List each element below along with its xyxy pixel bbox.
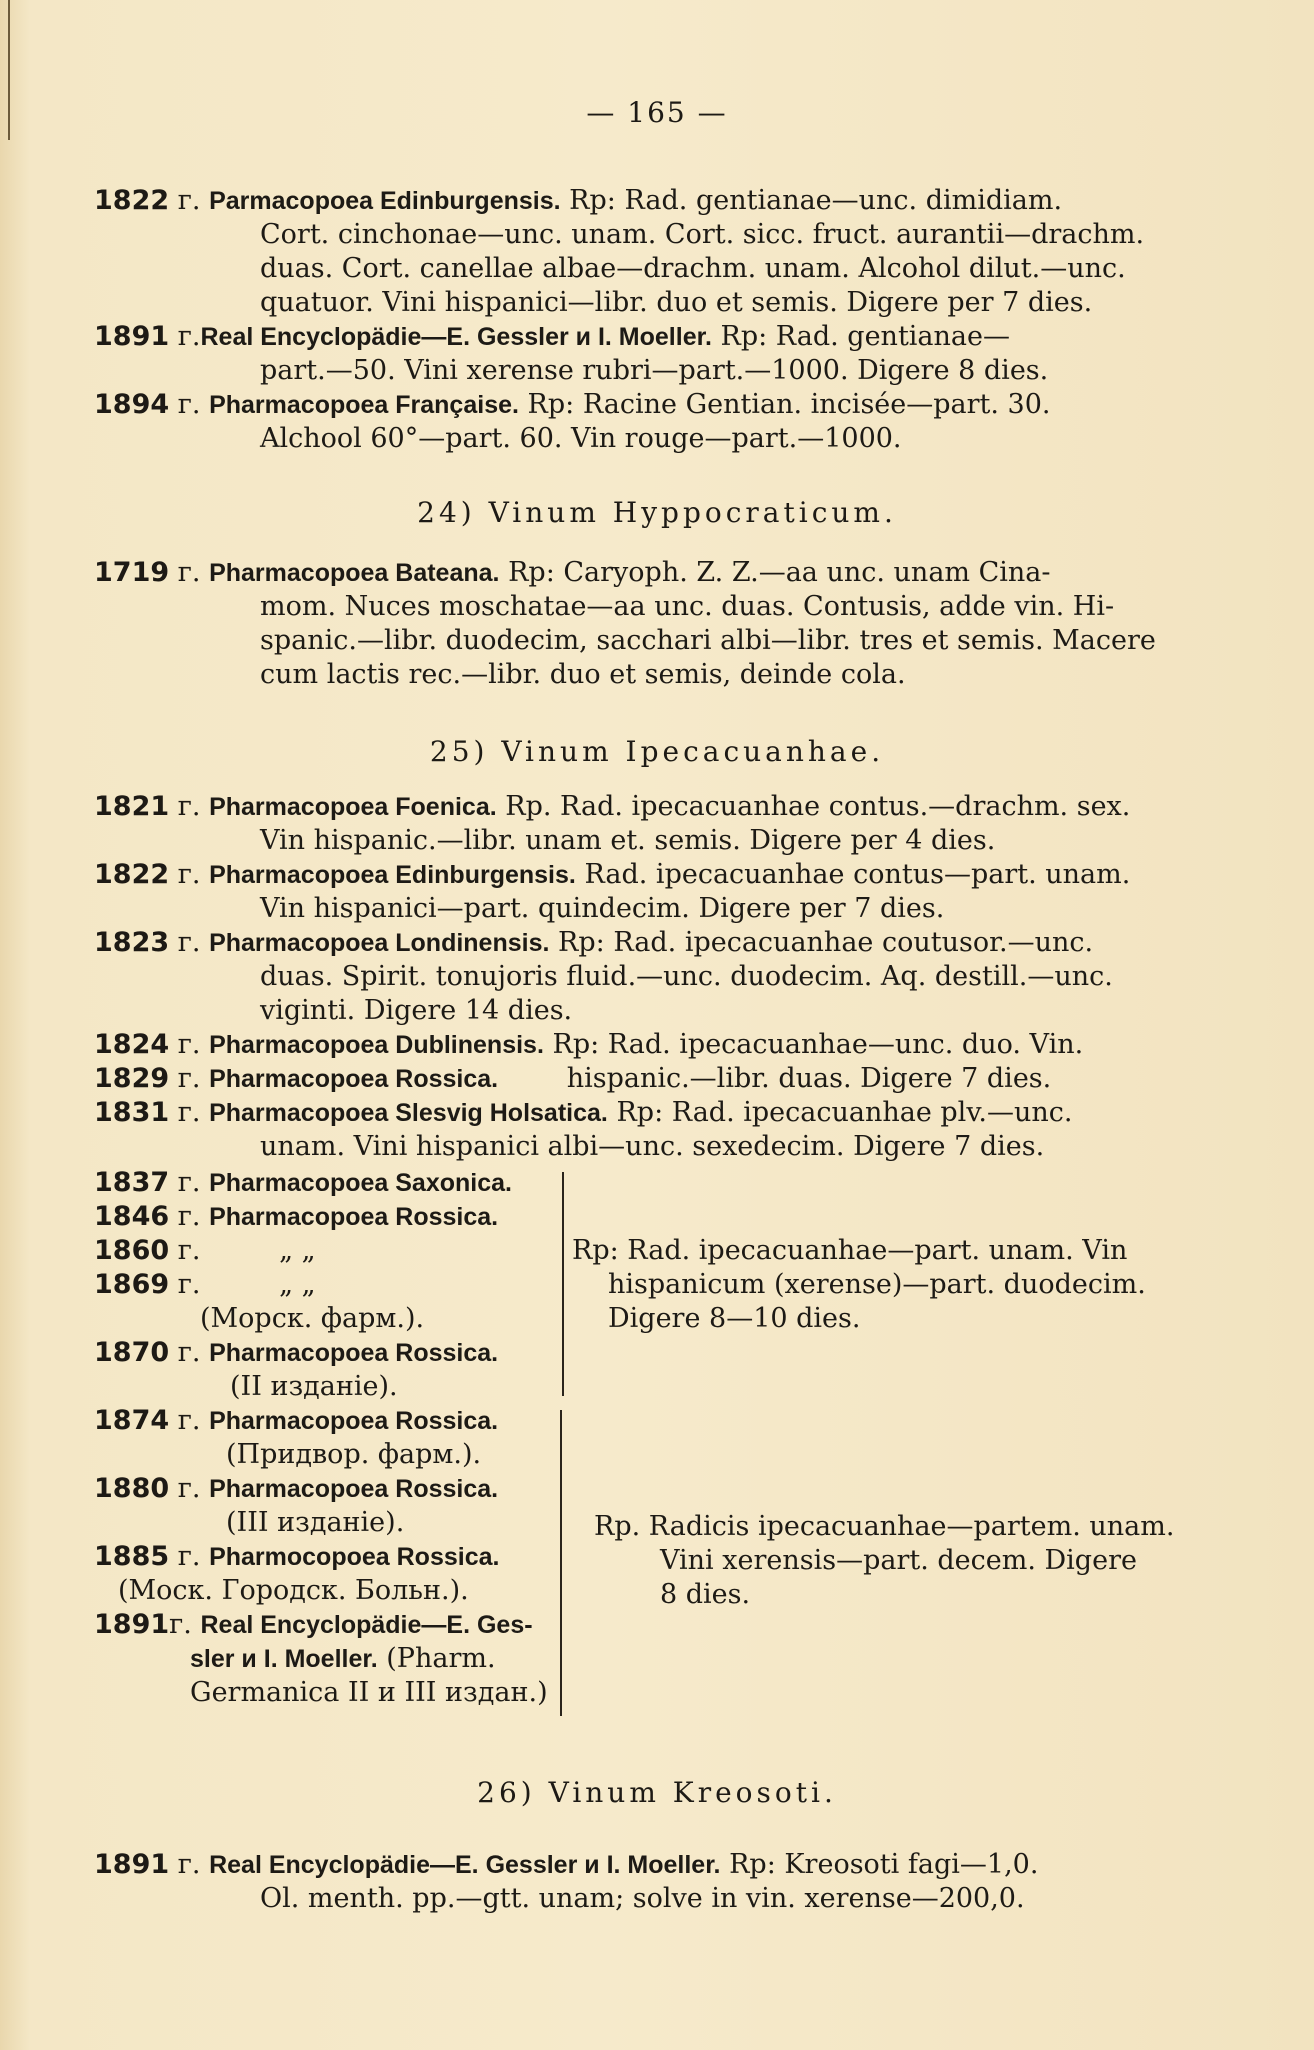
entry-1891-kreosoti: 1891 г. Real Encyclopädie—E. Gessler и I. Moeller. Rp: Kreosoti fagi—1,0. Ol. menth. pp.—gtt. unam; solve in vin. xerense—200,0. <box>94 1849 1039 1914</box>
section-heading-24: 24) Vinum Hyppocraticum. <box>417 496 897 529</box>
group-1-sources: 1837 г. Pharmacopoea Saxonica. 1846 г. Pharmacopoea Rossica. 1860 г. „ „ 1869 г. „ „ (Морск. фарм.). 1870 г. Pharmacopoea Rossica. (II изданіе). <box>94 1167 512 1402</box>
entry-1822-edinburgh-ipec: 1822 г. Pharmacopoea Edinburgensis. Rad. ipecacuanhae contus—part. unam. Vin hispanici—part. quindecim. Digere per 7 dies. <box>94 859 1131 924</box>
entry-1821-foenica: 1821 г. Pharmacopoea Foenica. Rp. Rad. ipecacuanhae contus.—drachm. sex. Vin hispanic.—libr. unam et. semis. Digere per 4 dies. <box>94 791 1131 856</box>
section-heading-26: 26) Vinum Kreosoti. <box>477 1776 837 1809</box>
entry-1829-rossica: 1829 г. Pharmacopoea Rossica. hispanic.—libr. duas. Digere 7 dies. <box>94 1063 1052 1094</box>
entry-1822-edinburgh: 1822 г. Parmacopoea Edinburgensis. Rp: Rad. gentianae—unc. dimidiam. Cort. cinchonae—unc. unam. Cort. sicc. fruct. aurantii—drachm. duas. Cort. canellae albae—drachm. unam. Alcohol dilut.—unc. quatuor. Vini hispanici—libr. duo et semis. Digere per 7 dies. <box>94 185 1145 318</box>
entry-1823-londinensis: 1823 г. Pharmacopoea Londinensis. Rp: Rad. ipecacuanhae coutusor.—unc. duas. Spirit. tonujoris fluid.—unc. duodecim. Aq. destill.—unc. viginti. Digere 14 dies. <box>94 927 1113 1026</box>
group-2-recipe: Rp. Radicis ipecacuanhae—partem. unam. Vini xerensis—part. decem. Digere 8 dies. <box>594 1511 1175 1610</box>
group-2-sources: 1874 г. Pharmacopoea Rossica. (Придвор. фарм.). 1880 г. Pharmacopoea Rossica. (III изданіе). 1885 г. Pharmocopoea Rossica. (Моск. Городск. Больн.). 1891г. Real Encyclopädie—E. Ges- sler и I. Moeller. (Pharm. Germanica II и III издан.) <box>94 1405 548 1708</box>
page-number: — 165 — <box>586 96 728 129</box>
entry-1831-slesvig: 1831 г. Pharmacopoea Slesvig Holsatica. Rp: Rad. ipecacuanhae plv.—unc. unam. Vini hispanici albi—unc. sexedecim. Digere 7 dies. <box>94 1097 1073 1162</box>
entry-1891-real-encyclopadie: 1891 г.Real Encyclopädie—E. Gessler и I. Moeller. Rp: Rad. gentianae— part.—50. Vini xerense rubri—part.—1000. Digere 8 dies. <box>94 321 1049 386</box>
brace-group-2 <box>554 1410 562 1716</box>
entry-1824-dublinensis: 1824 г. Pharmacopoea Dublinensis. Rp: Rad. ipecacuanhae—unc. duo. Vin. <box>94 1029 1084 1060</box>
entry-1719-bateana: 1719 г. Pharmacopoea Bateana. Rp: Caryoph. Z. Z.—aa unc. unam Cina- mom. Nuces moschatae—aa unc. duas. Contusis, adde vin. Hi- spanic.—libr. duodecim, sacchari albi—libr. tres et semis. Macere cum lactis rec.—libr. duo et semis, deinde cola. <box>94 557 1156 690</box>
entry-1894-francaise: 1894 г. Pharmacopoea Française. Rp: Racine Gentian. incisée—part. 30. Alchool 60°—part. 60. Vin rouge—part.—1000. <box>94 389 1051 454</box>
group-1-recipe: Rp: Rad. ipecacuanhae—part. unam. Vin hispanicum (xerense)—part. duodecim. Digere 8—10 dies. <box>572 1235 1146 1334</box>
section-heading-25: 25) Vinum Ipecacuanhae. <box>429 735 885 768</box>
brace-group-1 <box>556 1172 564 1396</box>
